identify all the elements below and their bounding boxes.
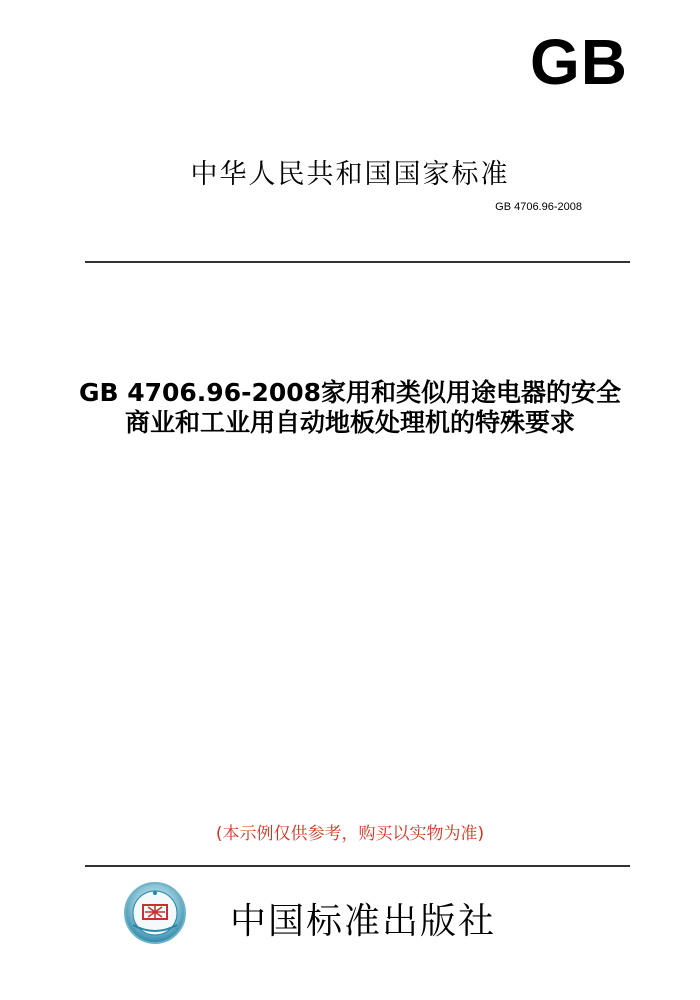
bottom-divider xyxy=(85,865,630,867)
title-line-1: GB 4706.96-2008家用和类似用途电器的安全 xyxy=(78,378,622,407)
publisher-name: 中国标准出版社 xyxy=(230,901,497,942)
publisher-seal-icon xyxy=(123,881,187,945)
gb-logo: GB xyxy=(530,26,628,98)
title-line-2: 商业和工业用自动地板处理机的特殊要求 xyxy=(124,408,575,437)
issuer-title: 中华人民共和国国家标准 xyxy=(190,159,510,190)
top-divider xyxy=(85,261,630,263)
document-title xyxy=(0,378,700,438)
standard-number: GB 4706.96-2008 xyxy=(495,201,582,213)
sample-notice: (本示例仅供参考，购买以实物为准) xyxy=(215,824,485,844)
